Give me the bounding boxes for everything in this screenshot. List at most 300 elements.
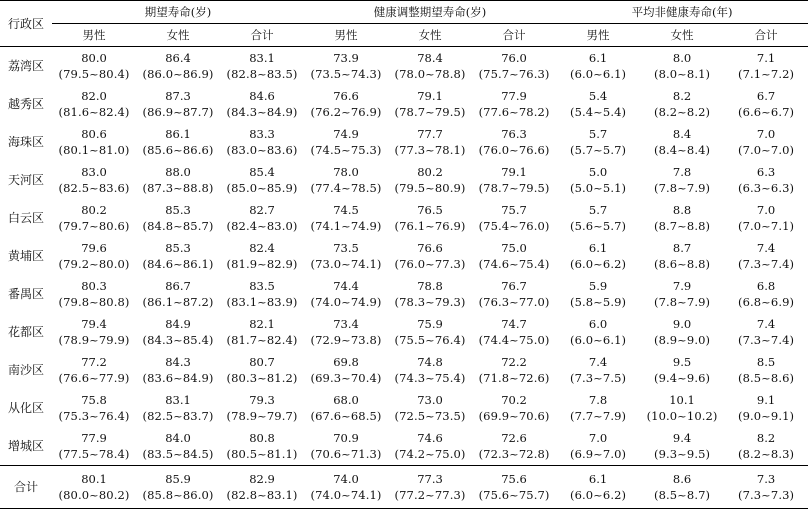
healthy-life-female-cell (388, 313, 472, 351)
confidence-interval: (79.2~80.0) (58, 257, 130, 271)
life-expectancy-male-cell (52, 275, 136, 313)
confidence-interval: (5.8~5.9) (570, 295, 627, 309)
confidence-interval: (8.4~8.4) (654, 143, 711, 157)
confidence-interval: (79.7~80.6) (58, 219, 130, 233)
unhealthy-years-female-cell (640, 466, 724, 509)
life-expectancy-total-cell (220, 351, 304, 389)
life-expectancy-male-cell (52, 389, 136, 427)
healthy-life-female-cell (388, 123, 472, 161)
estimate-value: 84.6 (249, 89, 275, 103)
life-expectancy-male-cell (52, 199, 136, 237)
estimate-value: 79.3 (249, 393, 275, 407)
confidence-interval: (7.8~7.9) (654, 181, 711, 195)
estimate-value: 85.3 (165, 203, 191, 217)
district-name: 花都区 (7, 325, 44, 339)
confidence-interval: (10.0~10.2) (646, 409, 718, 423)
healthy-life-total-cell (472, 199, 556, 237)
estimate-value: 8.2 (756, 431, 776, 445)
unhealthy-years-female-cell (640, 275, 724, 313)
confidence-interval: (5.0~5.1) (570, 181, 627, 195)
life-expectancy-female-cell (136, 199, 220, 237)
life-expectancy-female-cell (136, 389, 220, 427)
confidence-interval: (7.3~7.5) (570, 371, 627, 385)
table-row (0, 199, 808, 237)
healthy-life-total-cell (472, 237, 556, 275)
confidence-interval: (8.2~8.3) (738, 447, 795, 461)
unhealthy-years-male-cell (556, 427, 640, 466)
sub-header-male: 男性 (304, 24, 388, 47)
confidence-interval: (5.6~5.7) (570, 219, 627, 233)
estimate-value: 7.4 (588, 355, 608, 369)
estimate-value: 7.0 (756, 203, 776, 217)
unhealthy-years-male-cell (556, 313, 640, 351)
life-expectancy-male-cell (52, 427, 136, 466)
healthy-life-male-cell (304, 427, 388, 466)
estimate-value: 78.8 (417, 279, 443, 293)
sub-header-male: 男性 (556, 24, 640, 47)
unhealthy-years-male-cell (556, 123, 640, 161)
estimate-value: 75.7 (501, 203, 527, 217)
table-row (0, 123, 808, 161)
life-expectancy-total-cell (220, 466, 304, 509)
confidence-interval: (72.3~72.8) (478, 447, 550, 461)
confidence-interval: (6.0~6.2) (570, 257, 627, 271)
confidence-interval: (72.5~73.5) (394, 409, 466, 423)
unhealthy-years-male-cell (556, 275, 640, 313)
healthy-life-total-cell (472, 85, 556, 123)
estimate-value: 7.8 (672, 165, 692, 179)
life-expectancy-female-cell (136, 123, 220, 161)
confidence-interval: (85.8~86.0) (142, 488, 214, 502)
estimate-value: 86.7 (165, 279, 191, 293)
unhealthy-years-female-cell (640, 161, 724, 199)
life-expectancy-total-cell (220, 275, 304, 313)
table-row (0, 161, 808, 199)
life-expectancy-female-cell (136, 47, 220, 86)
table-row (0, 275, 808, 313)
healthy-life-male-cell (304, 237, 388, 275)
confidence-interval: (6.0~6.2) (570, 488, 627, 502)
unhealthy-years-total-cell (724, 313, 808, 351)
healthy-life-total-cell (472, 123, 556, 161)
unhealthy-years-male-cell (556, 351, 640, 389)
estimate-value: 6.1 (588, 241, 608, 255)
district-name: 海珠区 (7, 135, 44, 149)
confidence-interval: (7.3~7.3) (738, 488, 795, 502)
estimate-value: 74.0 (333, 472, 359, 486)
unhealthy-years-total-cell (724, 161, 808, 199)
unhealthy-years-female-cell (640, 313, 724, 351)
confidence-interval: (74.0~74.1) (310, 488, 382, 502)
estimate-value: 79.6 (81, 241, 107, 255)
district-header: 行政区 (0, 1, 52, 47)
confidence-interval: (86.9~87.7) (142, 105, 214, 119)
estimate-value: 80.7 (249, 355, 275, 369)
confidence-interval: (9.0~9.1) (738, 409, 795, 423)
estimate-value: 70.9 (333, 431, 359, 445)
unhealthy-years-total-cell (724, 427, 808, 466)
estimate-value: 9.5 (672, 355, 692, 369)
estimate-value: 7.3 (756, 472, 776, 486)
confidence-interval: (75.6~75.7) (478, 488, 550, 502)
confidence-interval: (74.0~74.9) (310, 295, 382, 309)
confidence-interval: (9.4~9.6) (654, 371, 711, 385)
district-name: 合计 (0, 466, 52, 509)
estimate-value: 74.4 (333, 279, 359, 293)
unhealthy-years-total-cell (724, 466, 808, 509)
estimate-value: 86.4 (165, 51, 191, 65)
table-body (0, 47, 808, 509)
healthy-life-female-cell (388, 199, 472, 237)
confidence-interval: (77.2~77.3) (394, 488, 466, 502)
estimate-value: 85.4 (249, 165, 275, 179)
confidence-interval: (84.8~85.7) (142, 219, 214, 233)
confidence-interval: (9.3~9.5) (654, 447, 711, 461)
estimate-value: 78.0 (333, 165, 359, 179)
estimate-value: 8.7 (672, 241, 692, 255)
estimate-value: 74.7 (501, 317, 527, 331)
sub-header-female: 女性 (640, 24, 724, 47)
confidence-interval: (74.5~75.3) (310, 143, 382, 157)
estimate-value: 72.6 (501, 431, 527, 445)
estimate-value: 80.0 (81, 51, 107, 65)
district-name: 从化区 (7, 401, 44, 415)
unhealthy-years-male-cell (556, 85, 640, 123)
confidence-interval: (74.6~75.4) (478, 257, 550, 271)
group-header-health-adjusted: 健康调整期望寿命(岁) (304, 1, 556, 24)
healthy-life-total-cell (472, 161, 556, 199)
confidence-interval: (77.4~78.5) (310, 181, 382, 195)
estimate-value: 83.1 (165, 393, 191, 407)
life-expectancy-male-cell (52, 123, 136, 161)
unhealthy-years-total-cell (724, 123, 808, 161)
confidence-interval: (72.9~73.8) (310, 333, 382, 347)
estimate-value: 72.2 (501, 355, 527, 369)
confidence-interval: (6.0~6.1) (570, 333, 627, 347)
estimate-value: 76.3 (501, 127, 527, 141)
confidence-interval: (77.3~78.1) (394, 143, 466, 157)
estimate-value: 87.3 (165, 89, 191, 103)
confidence-interval: (6.0~6.1) (570, 67, 627, 81)
estimate-value: 69.8 (333, 355, 359, 369)
estimate-value: 83.0 (81, 165, 107, 179)
life-expectancy-total-cell (220, 85, 304, 123)
healthy-life-female-cell (388, 389, 472, 427)
life-expectancy-female-cell (136, 85, 220, 123)
confidence-interval: (6.9~7.0) (570, 447, 627, 461)
estimate-value: 8.0 (672, 51, 692, 65)
estimate-value: 7.4 (756, 241, 776, 255)
sub-header-female: 女性 (136, 24, 220, 47)
district-name: 南沙区 (7, 363, 44, 377)
estimate-value: 84.0 (165, 431, 191, 445)
healthy-life-male-cell (304, 123, 388, 161)
estimate-value: 7.8 (588, 393, 608, 407)
life-expectancy-total-cell (220, 313, 304, 351)
life-expectancy-total-cell (220, 427, 304, 466)
life-expectancy-male-cell (52, 237, 136, 275)
estimate-value: 83.5 (249, 279, 275, 293)
confidence-interval: (78.7~79.5) (394, 105, 466, 119)
estimate-value: 88.0 (165, 165, 191, 179)
estimate-value: 76.6 (417, 241, 443, 255)
table-row (0, 389, 808, 427)
confidence-interval: (77.5~78.4) (58, 447, 130, 461)
unhealthy-years-female-cell (640, 389, 724, 427)
unhealthy-years-male-cell (556, 199, 640, 237)
confidence-interval: (76.3~77.0) (478, 295, 550, 309)
confidence-interval: (75.4~76.0) (478, 219, 550, 233)
confidence-interval: (78.0~78.8) (394, 67, 466, 81)
healthy-life-total-cell (472, 466, 556, 509)
estimate-value: 75.9 (417, 317, 443, 331)
district-name: 荔湾区 (7, 59, 44, 73)
estimate-value: 82.4 (249, 241, 275, 255)
confidence-interval: (82.8~83.5) (226, 67, 298, 81)
table-row (0, 427, 808, 466)
unhealthy-years-female-cell (640, 351, 724, 389)
unhealthy-years-total-cell (724, 275, 808, 313)
confidence-interval: (74.2~75.0) (394, 447, 466, 461)
estimate-value: 6.0 (588, 317, 608, 331)
estimate-value: 82.9 (249, 472, 275, 486)
estimate-value: 73.4 (333, 317, 359, 331)
estimate-value: 8.5 (756, 355, 776, 369)
confidence-interval: (80.5~81.1) (226, 447, 298, 461)
estimate-value: 83.1 (249, 51, 275, 65)
confidence-interval: (84.6~86.1) (142, 257, 214, 271)
confidence-interval: (6.8~6.9) (738, 295, 795, 309)
confidence-interval: (86.1~87.2) (142, 295, 214, 309)
life-expectancy-total-cell (220, 199, 304, 237)
unhealthy-years-total-cell (724, 47, 808, 86)
estimate-value: 7.1 (756, 51, 776, 65)
confidence-interval: (83.0~83.6) (226, 143, 298, 157)
confidence-interval: (8.6~8.8) (654, 257, 711, 271)
confidence-interval: (76.6~77.9) (58, 371, 130, 385)
confidence-interval: (87.3~88.8) (142, 181, 214, 195)
estimate-value: 6.1 (588, 472, 608, 486)
unhealthy-years-total-cell (724, 199, 808, 237)
life-expectancy-total-cell (220, 237, 304, 275)
estimate-value: 74.5 (333, 203, 359, 217)
estimate-value: 6.8 (756, 279, 776, 293)
confidence-interval: (8.2~8.2) (654, 105, 711, 119)
estimate-value: 73.9 (333, 51, 359, 65)
confidence-interval: (74.1~74.9) (310, 219, 382, 233)
confidence-interval: (84.3~85.4) (142, 333, 214, 347)
confidence-interval: (83.1~83.9) (226, 295, 298, 309)
confidence-interval: (8.9~9.0) (654, 333, 711, 347)
estimate-value: 83.3 (249, 127, 275, 141)
estimate-value: 80.8 (249, 431, 275, 445)
healthy-life-male-cell (304, 313, 388, 351)
sub-header-total: 合计 (724, 24, 808, 47)
estimate-value: 8.8 (672, 203, 692, 217)
estimate-value: 8.4 (672, 127, 692, 141)
life-expectancy-female-cell (136, 466, 220, 509)
table-row (0, 237, 808, 275)
healthy-life-male-cell (304, 466, 388, 509)
estimate-value: 7.9 (672, 279, 692, 293)
estimate-value: 5.4 (588, 89, 608, 103)
district-name: 黄埔区 (7, 249, 44, 263)
estimate-value: 9.4 (672, 431, 692, 445)
unhealthy-years-male-cell (556, 47, 640, 86)
healthy-life-total-cell (472, 47, 556, 86)
healthy-life-total-cell (472, 313, 556, 351)
estimate-value: 70.2 (501, 393, 527, 407)
estimate-value: 84.9 (165, 317, 191, 331)
sub-header-female: 女性 (388, 24, 472, 47)
estimate-value: 76.6 (333, 89, 359, 103)
confidence-interval: (7.0~7.1) (738, 219, 795, 233)
life-expectancy-total-cell (220, 161, 304, 199)
confidence-interval: (7.1~7.2) (738, 67, 795, 81)
healthy-life-male-cell (304, 47, 388, 86)
confidence-interval: (6.6~6.7) (738, 105, 795, 119)
total-row (0, 466, 808, 509)
healthy-life-male-cell (304, 85, 388, 123)
estimate-value: 77.2 (81, 355, 107, 369)
confidence-interval: (79.5~80.4) (58, 67, 130, 81)
confidence-interval: (79.8~80.8) (58, 295, 130, 309)
confidence-interval: (78.7~79.5) (478, 181, 550, 195)
life-expectancy-female-cell (136, 237, 220, 275)
estimate-value: 77.7 (417, 127, 443, 141)
table-row (0, 85, 808, 123)
life-expectancy-total-cell (220, 47, 304, 86)
healthy-life-male-cell (304, 351, 388, 389)
estimate-value: 80.6 (81, 127, 107, 141)
estimate-value: 79.4 (81, 317, 107, 331)
estimate-value: 74.9 (333, 127, 359, 141)
confidence-interval: (74.4~75.0) (478, 333, 550, 347)
estimate-value: 80.3 (81, 279, 107, 293)
unhealthy-years-female-cell (640, 47, 724, 86)
confidence-interval: (8.7~8.8) (654, 219, 711, 233)
confidence-interval: (83.5~84.5) (142, 447, 214, 461)
estimate-value: 7.0 (588, 431, 608, 445)
estimate-value: 9.1 (756, 393, 776, 407)
confidence-interval: (8.0~8.1) (654, 67, 711, 81)
unhealthy-years-female-cell (640, 123, 724, 161)
life-expectancy-female-cell (136, 161, 220, 199)
healthy-life-total-cell (472, 427, 556, 466)
life-expectancy-total-cell (220, 123, 304, 161)
confidence-interval: (7.0~7.0) (738, 143, 795, 157)
life-expectancy-female-cell (136, 275, 220, 313)
confidence-interval: (69.3~70.4) (310, 371, 382, 385)
confidence-interval: (82.5~83.6) (58, 181, 130, 195)
confidence-interval: (76.2~76.9) (310, 105, 382, 119)
estimate-value: 77.9 (81, 431, 107, 445)
estimate-value: 77.9 (501, 89, 527, 103)
confidence-interval: (84.3~84.9) (226, 105, 298, 119)
estimate-value: 76.5 (417, 203, 443, 217)
estimate-value: 79.1 (417, 89, 443, 103)
confidence-interval: (79.5~80.9) (394, 181, 466, 195)
confidence-interval: (76.1~76.9) (394, 219, 466, 233)
estimate-value: 5.9 (588, 279, 608, 293)
life-expectancy-male-cell (52, 85, 136, 123)
confidence-interval: (5.7~5.7) (570, 143, 627, 157)
unhealthy-years-female-cell (640, 85, 724, 123)
estimate-value: 78.4 (417, 51, 443, 65)
confidence-interval: (71.8~72.6) (478, 371, 550, 385)
estimate-value: 7.4 (756, 317, 776, 331)
district-name: 天河区 (7, 173, 44, 187)
confidence-interval: (78.3~79.3) (394, 295, 466, 309)
healthy-life-total-cell (472, 275, 556, 313)
confidence-interval: (82.4~83.0) (226, 219, 298, 233)
unhealthy-years-female-cell (640, 427, 724, 466)
estimate-value: 85.9 (165, 472, 191, 486)
estimate-value: 85.3 (165, 241, 191, 255)
estimate-value: 68.0 (333, 393, 359, 407)
confidence-interval: (74.3~75.4) (394, 371, 466, 385)
healthy-life-total-cell (472, 389, 556, 427)
life-expectancy-female-cell (136, 313, 220, 351)
confidence-interval: (76.0~76.6) (478, 143, 550, 157)
confidence-interval: (75.7~76.3) (478, 67, 550, 81)
estimate-value: 5.0 (588, 165, 608, 179)
healthy-life-male-cell (304, 389, 388, 427)
healthy-life-female-cell (388, 85, 472, 123)
confidence-interval: (67.6~68.5) (310, 409, 382, 423)
confidence-interval: (78.9~79.9) (58, 333, 130, 347)
estimate-value: 75.6 (501, 472, 527, 486)
confidence-interval: (70.6~71.3) (310, 447, 382, 461)
life-expectancy-male-cell (52, 466, 136, 509)
unhealthy-years-total-cell (724, 389, 808, 427)
estimate-value: 86.1 (165, 127, 191, 141)
estimate-value: 76.7 (501, 279, 527, 293)
healthy-life-female-cell (388, 466, 472, 509)
healthy-life-total-cell (472, 351, 556, 389)
estimate-value: 77.3 (417, 472, 443, 486)
unhealthy-years-female-cell (640, 199, 724, 237)
confidence-interval: (8.5~8.6) (738, 371, 795, 385)
estimate-value: 73.0 (417, 393, 443, 407)
estimate-value: 6.3 (756, 165, 776, 179)
confidence-interval: (73.0~74.1) (310, 257, 382, 271)
estimate-value: 8.6 (672, 472, 692, 486)
confidence-interval: (81.7~82.4) (226, 333, 298, 347)
confidence-interval: (80.0~80.2) (58, 488, 130, 502)
confidence-interval: (78.9~79.7) (226, 409, 298, 423)
estimate-value: 80.1 (81, 472, 107, 486)
healthy-life-female-cell (388, 237, 472, 275)
confidence-interval: (69.9~70.6) (478, 409, 550, 423)
healthy-life-female-cell (388, 161, 472, 199)
district-name: 白云区 (7, 211, 44, 225)
group-header-life-expectancy: 期望寿命(岁) (52, 1, 304, 24)
confidence-interval: (7.3~7.4) (738, 257, 795, 271)
estimate-value: 79.1 (501, 165, 527, 179)
confidence-interval: (7.7~7.9) (570, 409, 627, 423)
confidence-interval: (8.5~8.7) (654, 488, 711, 502)
district-name: 番禺区 (7, 287, 44, 301)
confidence-interval: (85.0~85.9) (226, 181, 298, 195)
healthy-life-male-cell (304, 161, 388, 199)
confidence-interval: (81.9~82.9) (226, 257, 298, 271)
estimate-value: 5.7 (588, 127, 608, 141)
estimate-value: 10.1 (669, 393, 695, 407)
confidence-interval: (80.3~81.2) (226, 371, 298, 385)
estimate-value: 74.6 (417, 431, 443, 445)
district-name: 增城区 (7, 439, 44, 453)
